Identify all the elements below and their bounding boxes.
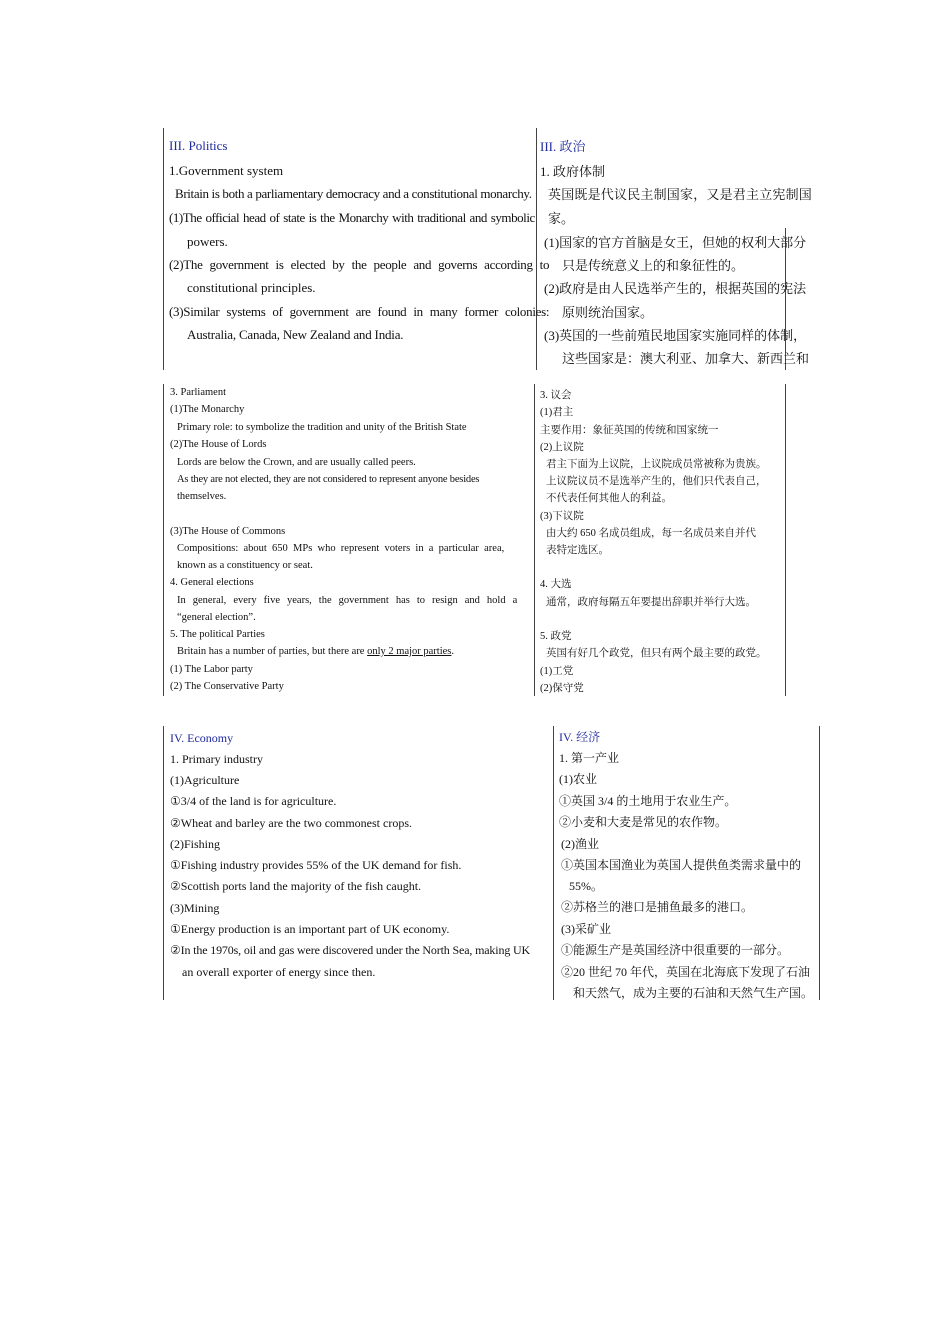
paragraph-line: (2)The government is elected by the people and governs according to	[169, 257, 550, 272]
list-item: (1)工党	[540, 666, 574, 677]
subheading: 1. 政府体制	[540, 164, 606, 179]
subheading: (3)The House of Commons	[170, 526, 286, 537]
paragraph-line: (2)政府是由人民选举产生的，根据英国的宪法	[544, 281, 807, 296]
paragraph-line: 英国既是代议民主制国家，又是君主立宪制国	[548, 187, 813, 202]
subheading: 5. The political Parties	[170, 629, 265, 640]
list-item: ②In the 1970s, oil and gas were discovered under the North Sea, making UK	[170, 943, 531, 957]
subheading: (1)Agriculture	[170, 773, 240, 787]
paragraph-line: 通常，政府每隔五年要提出辞职并举行大选。	[546, 597, 756, 608]
subheading: (3)采矿业	[561, 922, 611, 936]
list-item: ②Wheat and barley are the two commonest crops.	[170, 816, 413, 830]
paragraph-line: 主要作用：象征英国的传统和国家统一	[540, 425, 719, 436]
subheading: 3. Parliament	[170, 387, 226, 398]
paragraph-line: 只是传统意义上的和象征性的。	[562, 258, 745, 273]
subheading: 1. Primary industry	[170, 752, 263, 766]
list-item: ①3/4 of the land is for agriculture.	[170, 794, 337, 808]
list-item: (2) The Conservative Party	[170, 681, 284, 692]
subheading: (1)农业	[559, 772, 597, 786]
left-border	[163, 384, 164, 696]
list-item: ②苏格兰的港口是捕鱼最多的港口。	[561, 900, 754, 914]
subheading: 5. 政党	[540, 631, 572, 642]
list-item: (2)保守党	[540, 683, 584, 694]
paragraph-line: (3)英国的一些前殖民地国家实施同样的体制，	[544, 328, 807, 343]
section-heading: IV. 经济	[559, 730, 601, 744]
list-item: (1) The Labor party	[170, 664, 253, 675]
paragraph-line: constitutional principles.	[187, 280, 316, 295]
subheading: 4. 大选	[540, 579, 572, 590]
section-heading: III. 政治	[540, 139, 586, 154]
paragraph-line: 上议院议员不是选举产生的，他们只代表自己，	[546, 476, 767, 487]
chinese-column	[540, 384, 785, 696]
subheading: (3)下议院	[540, 511, 584, 522]
paragraph-line: Compositions: about 650 MPs who represent voters in a particular area,	[177, 543, 505, 554]
subheading: 4. General elections	[170, 577, 254, 588]
subheading: 3. 议会	[540, 390, 572, 401]
chinese-column	[540, 128, 813, 370]
paragraph-line: “general election”.	[177, 612, 256, 623]
subheading: 1. 第一产业	[559, 751, 620, 765]
paragraph-line: 这些国家是：澳大利亚、加拿大、新西兰和	[562, 351, 810, 366]
subheading: (3)Mining	[170, 901, 220, 915]
economy-section	[163, 726, 823, 1000]
subheading: (1)君主	[540, 407, 574, 418]
paragraph-line: 家。	[548, 211, 575, 226]
paragraph-line: (1)国家的官方首脑是女王，但她的权利大部分	[544, 235, 807, 250]
right-border	[785, 384, 786, 696]
list-item: ①英国 3/4 的土地用于农业生产。	[559, 794, 737, 808]
paragraph-line: 不代表任何其他人的利益。	[546, 493, 672, 504]
paragraph-line: known as a constituency or seat.	[177, 560, 313, 571]
paragraph-line: 表特定选区。	[546, 545, 609, 556]
section-heading: III. Politics	[169, 138, 228, 153]
subheading: (1)The Monarchy	[170, 404, 245, 415]
list-item: ②小麦和大麦是常见的农作物。	[559, 815, 728, 829]
list-item: an overall exporter of energy since then.	[182, 965, 376, 979]
subheading: 1.Government system	[169, 163, 284, 178]
list-item: ①Fishing industry provides 55% of the UK demand for fish.	[170, 858, 462, 872]
list-item: 55%。	[569, 879, 603, 893]
period-text: .	[451, 646, 455, 657]
paragraph-line: 君主下面为上议院，上议院成员常被称为贵族。	[546, 459, 767, 470]
paragraph-line: In general, every five years, the government has to resign and hold a	[177, 595, 518, 606]
english-column	[170, 726, 550, 1000]
paragraph-line: themselves.	[177, 491, 227, 502]
section-heading: IV. Economy	[170, 731, 234, 745]
list-item: 和天然气，成为主要的石油和天然气生产国。	[573, 986, 814, 1000]
list-item: ②Scottish ports land the majority of the fish caught.	[170, 879, 422, 893]
paragraph-line: 英国有好几个政党，但只有两个最主要的政党。	[546, 648, 767, 659]
column-divider	[536, 128, 537, 370]
left-border	[163, 128, 164, 370]
paragraph-line: 由大约 650 名成员组成，每一名成员来自并代	[546, 528, 756, 539]
column-divider	[553, 726, 554, 1000]
subheading: (2)The House of Lords	[170, 439, 267, 450]
left-border	[163, 726, 164, 1000]
list-item: ①能源生产是英国经济中很重要的一部分。	[561, 943, 790, 957]
paragraph-line: Primary role: to symbolize the tradition and unity of the British State	[177, 422, 467, 433]
paragraph-line: Britain is both a parliamentary democracy and a constitutional monarchy.	[175, 186, 532, 201]
english-column	[169, 128, 550, 370]
underlined-text: only 2 major parties	[367, 646, 452, 657]
paragraph-line: powers.	[187, 234, 228, 249]
chinese-column	[559, 726, 817, 1000]
paragraph-line: (1)The official head of state is the Monarchy with traditional and symbolic	[169, 210, 535, 225]
politics-section	[163, 128, 813, 370]
list-item: ①Energy production is an important part of UK economy.	[170, 922, 450, 936]
english-column	[170, 384, 530, 696]
subheading: (2)上议院	[540, 442, 584, 453]
list-item: ①英国本国渔业为英国人提供鱼类需求量中的	[561, 858, 802, 872]
paragraph-line: (3)Similar systems of government are found in many former colonies:	[169, 304, 550, 319]
subheading: (2)渔业	[561, 837, 599, 851]
column-divider	[534, 384, 535, 696]
paragraph-line: Australia, Canada, New Zealand and India.	[187, 327, 404, 342]
subheading: (2)Fishing	[170, 837, 221, 851]
parliament-section	[163, 384, 788, 696]
paragraph-line: 原则统治国家。	[562, 305, 654, 320]
paragraph-line: Lords are below the Crown, and are usually called peers.	[177, 457, 416, 468]
list-item: ②20 世纪 70 年代，英国在北海底下发现了石油	[561, 965, 811, 979]
paragraph-line	[177, 646, 454, 657]
right-border	[819, 726, 820, 1000]
paragraph-text: Britain has a number of parties, but there are	[177, 646, 368, 657]
paragraph-line: As they are not elected, they are not considered to represent anyone besides	[177, 474, 480, 485]
